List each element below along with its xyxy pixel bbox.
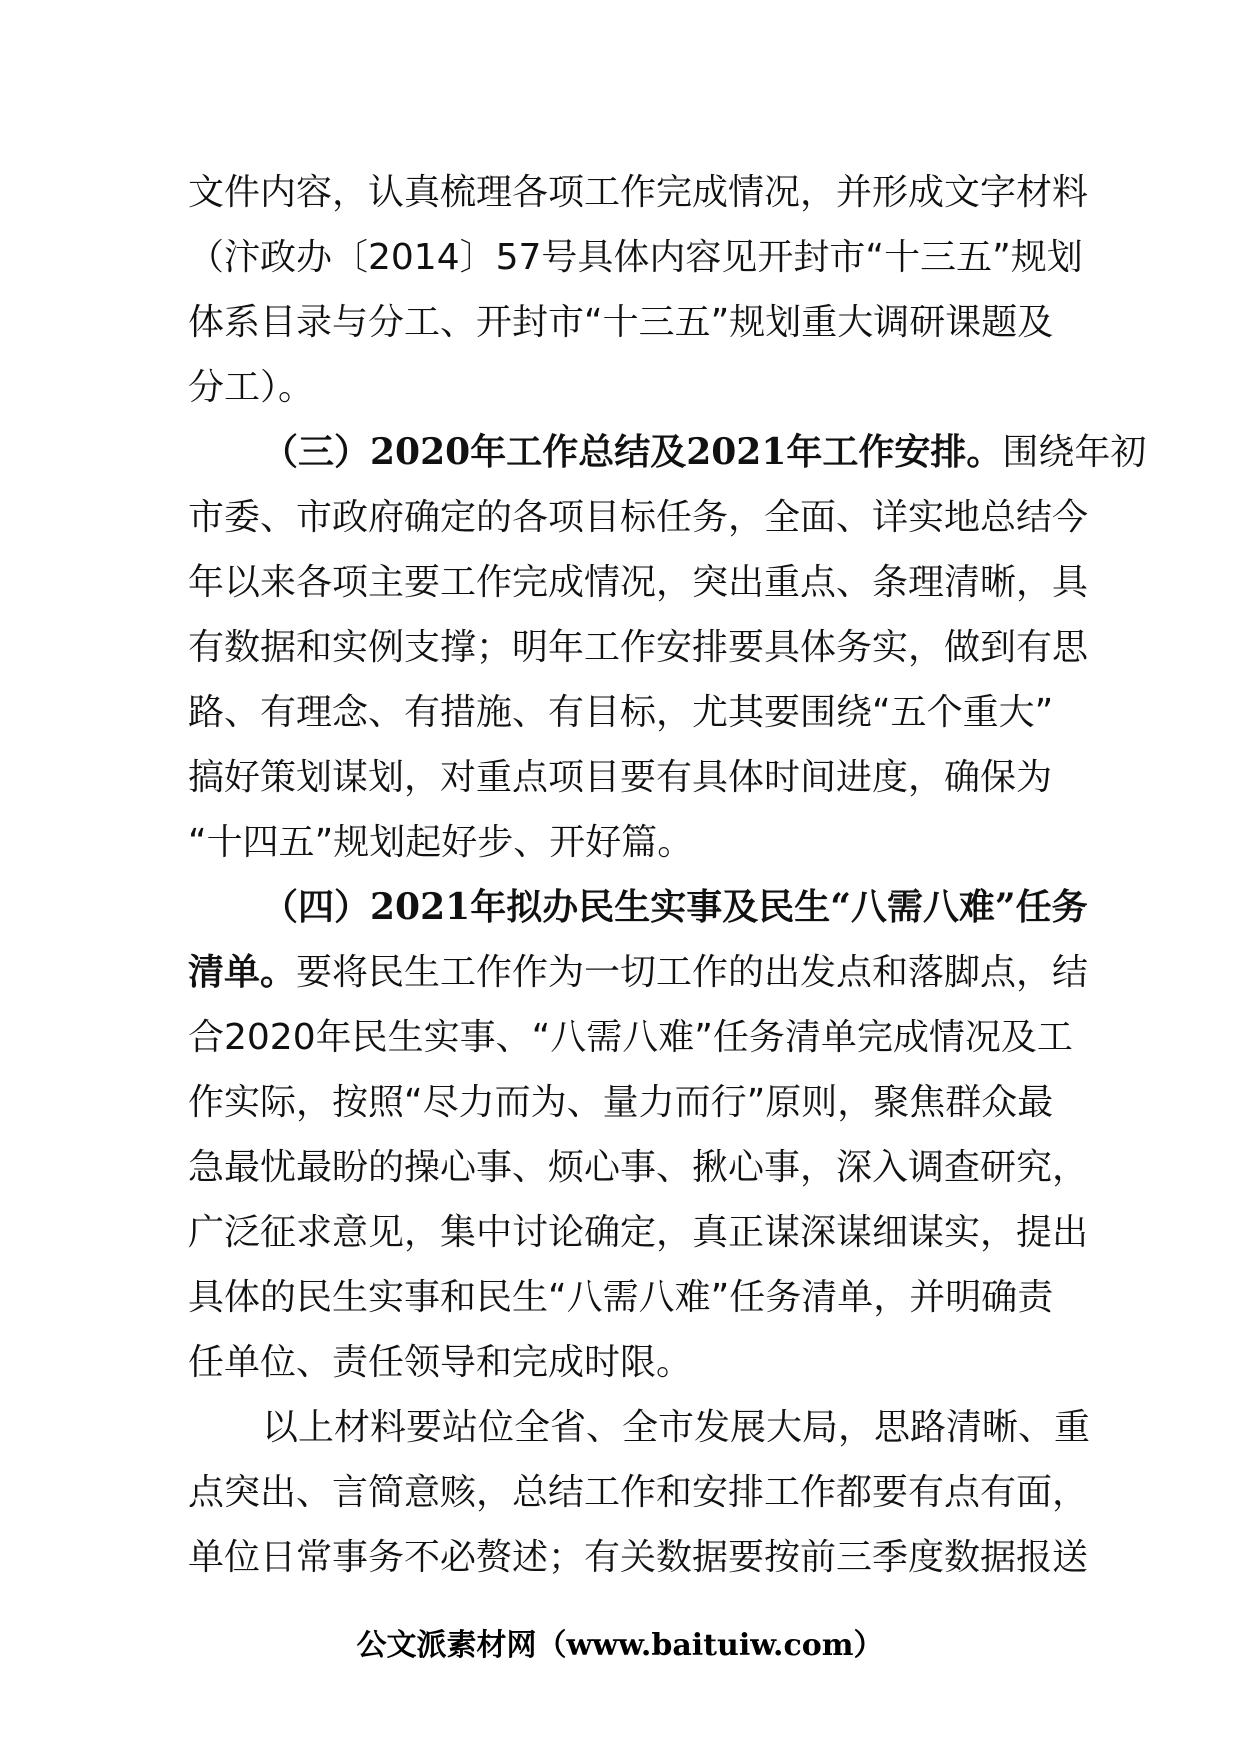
paragraph-start-line: 以上材料要站位全省、全市发展大局，思路清晰、重 [262, 1407, 1091, 1448]
section-heading-4-end: 清单。 [188, 951, 297, 993]
text-line: 年以来各项主要工作完成情况，突出重点、条理清晰，具 [188, 562, 1089, 603]
text-line: 有数据和实例支撑；明年工作安排要具体务实，做到有思 [188, 627, 1089, 668]
footer-watermark: 公文派素材网（www.baituiw.com） [356, 1628, 884, 1663]
text-span: 要将民生工作作为一切工作的出发点和落脚点，结 [296, 952, 1089, 993]
text-line: 体系目录与分工、开封市“十三五”规划重大调研课题及 [188, 302, 1054, 343]
text-line: 作实际，按照“尽力而为、量力而行”原则，聚焦群众最 [188, 1082, 1054, 1123]
text-line: 急最忧最盼的操心事、烦心事、揪心事，深入调查研究， [188, 1147, 1089, 1188]
text-line: 具体的民生实事和民生“八需八难”任务清单，并明确责 [188, 1277, 1054, 1318]
text-span: 围绕年初 [1002, 432, 1147, 473]
text-line: 分工）。 [188, 367, 315, 408]
text-line: 合2020年民生实事、“八需八难”任务清单完成情况及工 [188, 1017, 1073, 1058]
text-line: 市委、市政府确定的各项目标任务，全面、详实地总结今 [188, 497, 1089, 538]
text-line: 点突出、言简意赅，总结工作和安排工作都要有点有面， [188, 1472, 1089, 1513]
document-body [188, 160, 1147, 1590]
text-line: 路、有理念、有措施、有目标，尤其要围绕“五个重大” [188, 692, 1054, 733]
text-line: （汴政办〔2014〕57号具体内容见开封市“十三五”规划 [188, 237, 1083, 278]
text-line: 搞好策划谋划，对重点项目要有具体时间进度，确保为 [188, 757, 1053, 798]
section-heading-continuation [188, 940, 1089, 1005]
text-line: 广泛征求意见，集中讨论确定，真正谋深谋细谋实，提出 [188, 1212, 1089, 1253]
text-line: 单位日常事务不必赘述；有关数据要按前三季度数据报送 [188, 1537, 1089, 1578]
text-line: “十四五”规划起好步、开好篇。 [188, 822, 694, 863]
section-heading-line [188, 420, 1147, 485]
text-line: 任单位、责任领导和完成时限。 [188, 1342, 693, 1383]
section-heading-4: （四）2021年拟办民生实事及民生“八需八难”任务 [262, 886, 1088, 928]
text-line: 文件内容，认真梳理各项工作完成情况，并形成文字材料 [188, 172, 1089, 213]
section-heading-line [188, 875, 1088, 940]
section-heading-3: （三）2020年工作总结及2021年工作安排。 [262, 431, 1003, 473]
